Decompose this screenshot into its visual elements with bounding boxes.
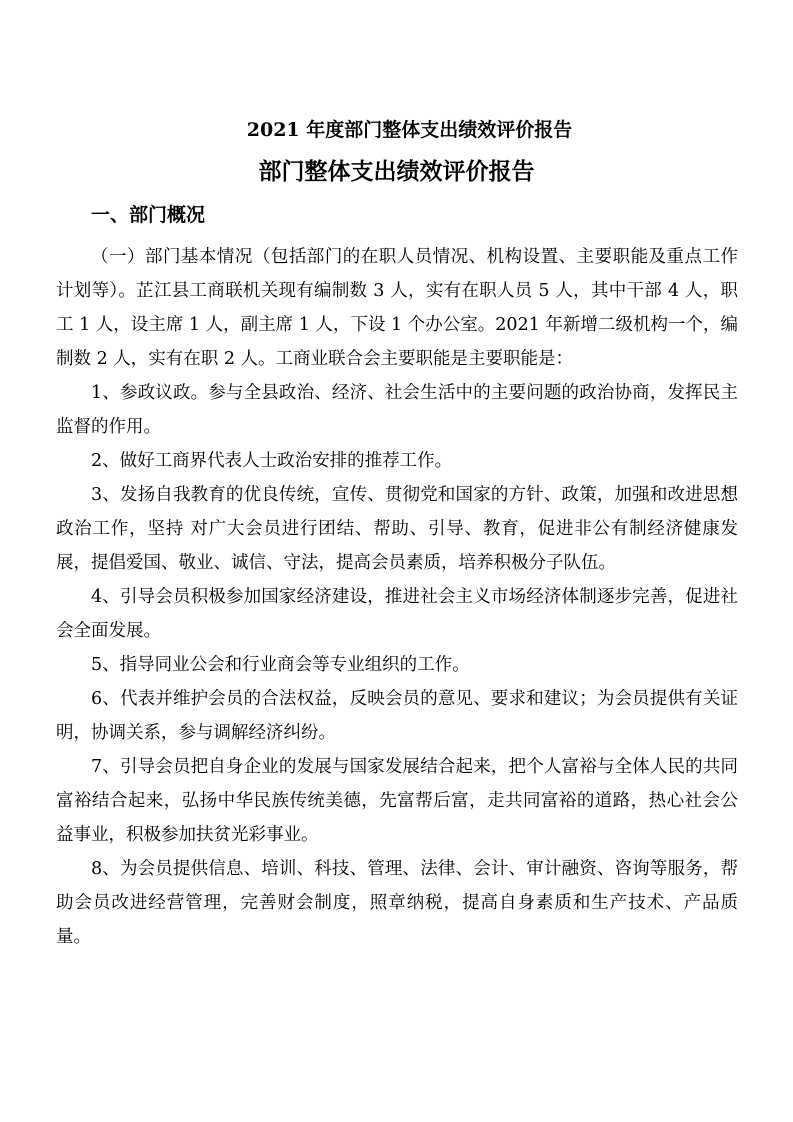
paragraph-function-4: 4、引导会员积极参加国家经济建设，推进社会主义市场经济体制逐步完善，促进社会全面发展。 — [56, 587, 738, 641]
paragraph-basic-info: （一）部门基本情况（包括部门的在职人员情况、机构设置、主要职能及重点工作计划等）。芷江县工商联机关现有编制数 3 人，实有在职人员 5 人，其中干部 4 人，职工 1 人，设主席 1 人，副主席 1 人，下设 1 个办公室。2021 年新增二级机构一个，编制数 2 人，实有在职 2 人。工商业联合会主要职能是主要职能是： — [56, 247, 738, 369]
section-heading: 一、部门概况 — [91, 204, 206, 226]
paragraph-function-2: 2、做好工商界代表人士政治安排的推荐工作。 — [91, 451, 453, 471]
paragraph-function-5: 5、指导同业公会和行业商会等专业组织的工作。 — [91, 655, 470, 675]
paragraph-function-3: 3、发扬自我教育的优良传统，宣传、贯彻党和国家的方针、政策，加强和改进思想政治工作，坚持 对广大会员进行团结、帮助、引导、教育，促进非公有制经济健康发展，提倡爱国、敬业、诚信、守法，提高会员素质，培养积极分子队伍。 — [56, 485, 738, 573]
paragraph-function-6: 6、代表并维护会员的合法权益，反映会员的意见、要求和建议；为会员提供有关证明，协调关系，参与调解经济纠纷。 — [56, 689, 738, 743]
body-text — [56, 240, 738, 954]
document-title: 2021 年度部门整体支出绩效评价报告 — [246, 119, 573, 141]
document-subtitle: 部门整体支出绩效评价报告 — [258, 158, 535, 185]
paragraph-function-8: 8、为会员提供信息、培训、科技、管理、法律、会计、审计融资、咨询等服务，帮助会员改进经营管理，完善财会制度，照章纳税，提高自身素质和生产技术、产品质量。 — [56, 859, 738, 947]
paragraph-function-1: 1、参政议政。参与全县政治、经济、社会生活中的主要问题的政治协商，发挥民主监督的作用。 — [56, 383, 738, 437]
paragraph-function-7: 7、引导会员把自身企业的发展与国家发展结合起来，把个人富裕与全体人民的共同富裕结合起来，弘扬中华民族传统美德，先富帮后富，走共同富裕的道路，热心社会公益事业，积极参加扶贫光彩事业。 — [56, 757, 738, 845]
